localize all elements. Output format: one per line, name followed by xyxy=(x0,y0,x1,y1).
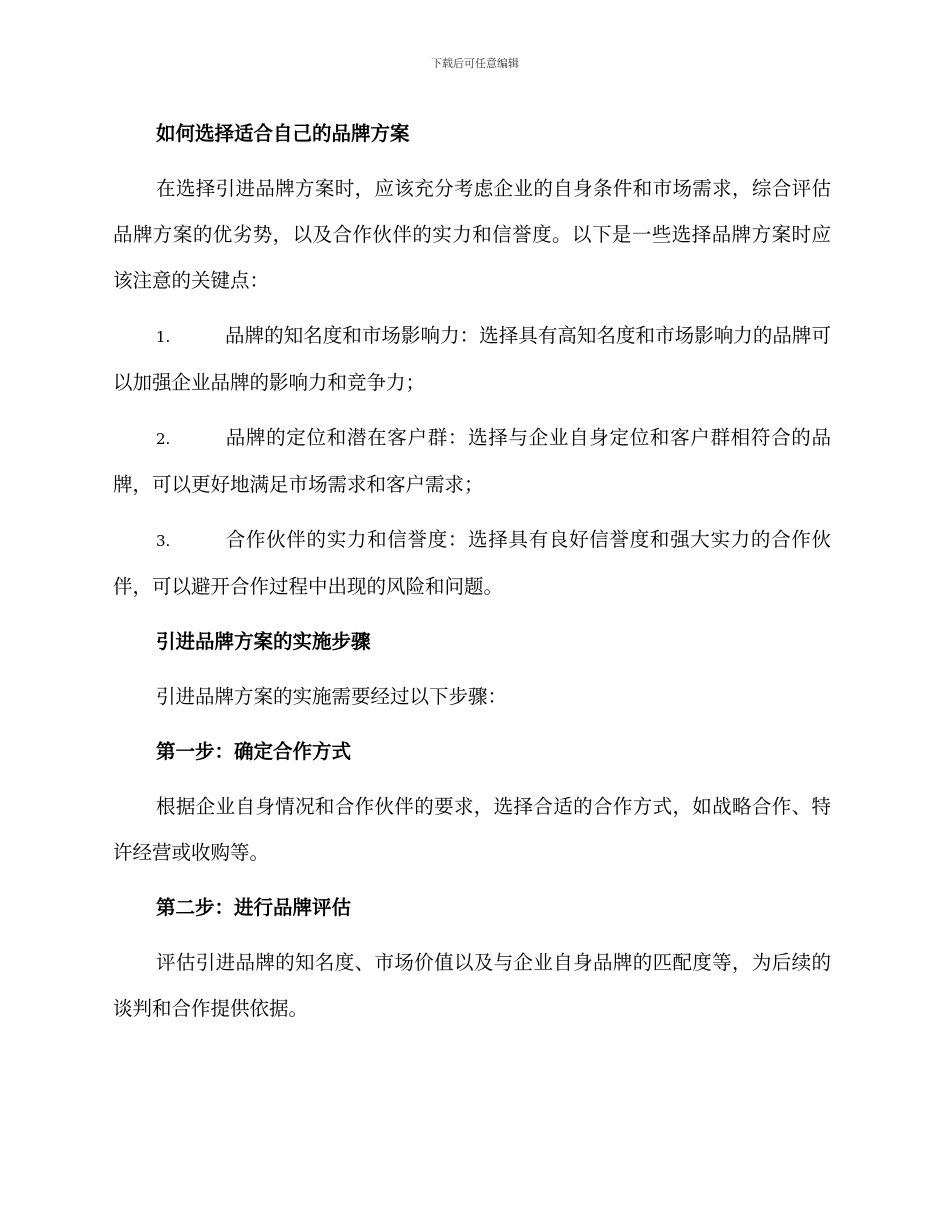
list-number: 2. xyxy=(156,430,171,448)
list-number: 1. xyxy=(156,328,171,346)
section-heading-implementation: 引进品牌方案的实施步骤 xyxy=(156,630,371,653)
list-item xyxy=(113,415,831,508)
paragraph-step-1: 根据企业自身情况和合作伙伴的要求，选择合适的合作方式，如战略合作、特许经营或收购等。 xyxy=(113,795,831,864)
paragraph-step-2: 评估引进品牌的知名度、市场价值以及与企业自身品牌的匹配度等，为后续的谈判和合作提供依据。 xyxy=(113,951,831,1020)
list-item xyxy=(113,313,831,406)
list-number: 3. xyxy=(156,532,171,550)
step-heading-1: 第一步：确定合作方式 xyxy=(156,740,352,763)
list-item xyxy=(113,517,831,610)
document-body xyxy=(113,111,831,1041)
step-heading-2: 第二步：进行品牌评估 xyxy=(156,896,352,919)
list-item-text: 品牌的知名度和市场影响力：选择具有高知名度和市场影响力的品牌可以加强企业品牌的影响力和竞争力； xyxy=(113,324,831,394)
list-item-text: 合作伙伴的实力和信誉度：选择具有良好信誉度和强大实力的合作伙伴，可以避开合作过程中出现的风险和问题。 xyxy=(113,528,831,598)
paragraph-selection-intro: 在选择引进品牌方案时，应该充分考虑企业的自身条件和市场需求，综合评估品牌方案的优劣势，以及合作伙伴的实力和信誉度。以下是一些选择品牌方案时应该注意的关键点： xyxy=(113,177,831,292)
header-note: 下载后可任意编辑 xyxy=(431,57,519,70)
section-heading-brand-selection: 如何选择适合自己的品牌方案 xyxy=(156,122,410,145)
list-item-text: 品牌的定位和潜在客户群：选择与企业自身定位和客户群相符合的品牌，可以更好地满足市场需求和客户需求； xyxy=(113,426,831,496)
paragraph-implementation-intro: 引进品牌方案的实施需要经过以下步骤： xyxy=(156,685,508,708)
